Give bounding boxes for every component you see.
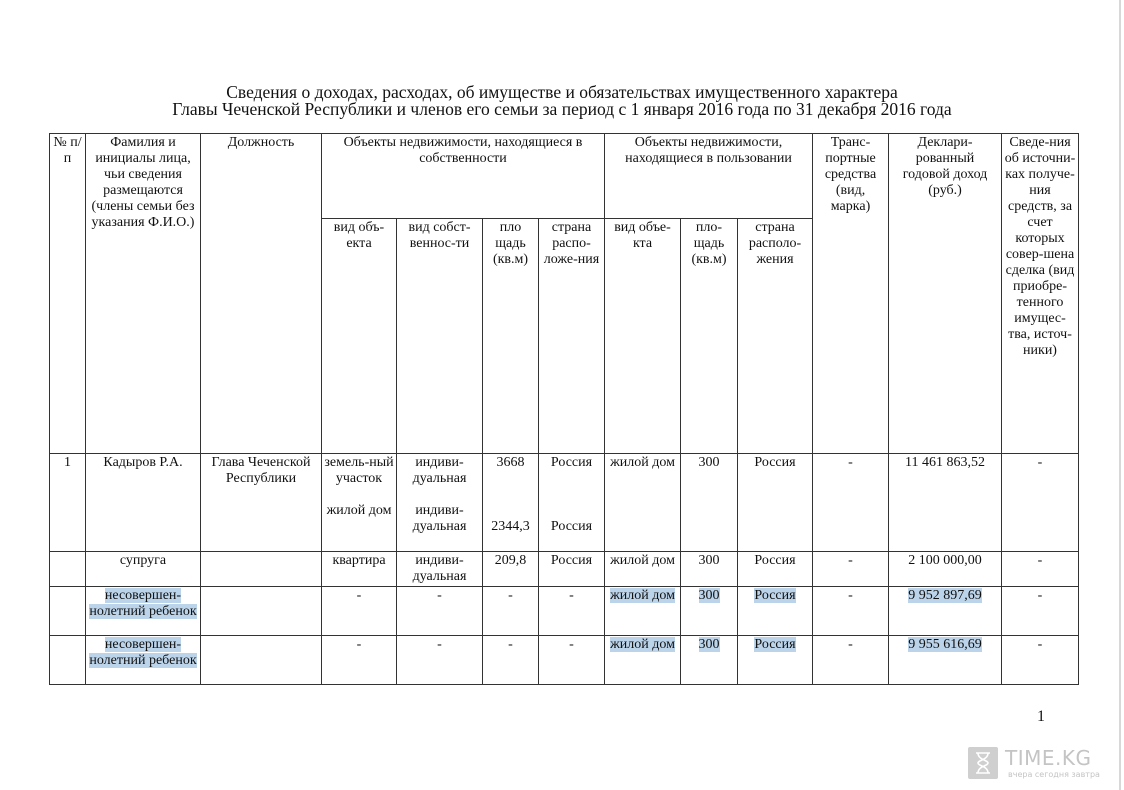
row-num: 1	[50, 454, 86, 552]
used-type-cell	[605, 587, 681, 636]
header-owned-ownership: вид собст-веннос-ти	[397, 219, 483, 454]
header-num: № п/п	[50, 134, 86, 454]
income-cell	[889, 587, 1002, 636]
used-area: 300	[698, 637, 720, 652]
header-income: Деклари-рованный годовой доход (руб.)	[889, 134, 1002, 454]
used-area: 300	[681, 552, 738, 587]
used-country: Россия	[738, 454, 813, 552]
header-used-area: пло-щадь (кв.м)	[681, 219, 738, 454]
header-name: Фамилия и инициалы лица, чьи сведения размещаются (члены семьи без указания Ф.И.О.)	[86, 134, 201, 454]
row-name: супруга	[86, 552, 201, 587]
ownership-cell	[397, 454, 483, 552]
area-cell	[483, 454, 539, 552]
country: -	[539, 587, 605, 636]
row-name: Кадыров Р.А.	[86, 454, 201, 552]
header-position: Должность	[201, 134, 322, 454]
used-country-cell	[738, 587, 813, 636]
country-cell	[539, 454, 605, 552]
used-type: жилой дом	[610, 588, 675, 603]
used-type: жилой дом	[605, 454, 681, 552]
transport: -	[813, 636, 889, 685]
used-type: жилой дом	[610, 637, 675, 652]
row-name-cell	[86, 587, 201, 636]
ownership: -	[397, 587, 483, 636]
header-transport: Транс-портные средства (вид, марка)	[813, 134, 889, 454]
used-country: Россия	[738, 552, 813, 587]
income: 9 955 616,69	[908, 637, 982, 652]
table-row	[50, 552, 1079, 587]
area-2: 2344,3	[491, 519, 530, 534]
watermark-name: TIME.KG	[1005, 746, 1092, 770]
row-num	[50, 587, 86, 636]
area-1: 3668	[496, 455, 525, 470]
row-position	[201, 552, 322, 587]
used-type-cell	[605, 636, 681, 685]
used-area: 300	[681, 454, 738, 552]
area: 209,8	[483, 552, 539, 587]
used-area-cell	[681, 587, 738, 636]
watermark	[968, 746, 1108, 782]
source: -	[1002, 587, 1079, 636]
header-owned-type: вид объ-екта	[322, 219, 397, 454]
row-name-cell	[86, 636, 201, 685]
income: 2 100 000,00	[889, 552, 1002, 587]
table-row	[50, 454, 1079, 552]
ownership-2: индиви-дуальная	[412, 503, 467, 534]
table-row	[50, 587, 1079, 636]
transport: -	[813, 552, 889, 587]
ownership: -	[397, 636, 483, 685]
row-num	[50, 636, 86, 685]
country: -	[539, 636, 605, 685]
owned-type-cell	[322, 454, 397, 552]
hourglass-icon	[975, 752, 991, 774]
header-owned-property: Объекты недвижимости, находящиеся в собственности	[322, 134, 605, 219]
row-position: Глава Чеченской Республики	[201, 454, 322, 552]
owned-type-1: земель-ный участок	[324, 455, 394, 486]
row-position	[201, 587, 322, 636]
used-area-cell	[681, 636, 738, 685]
source: -	[1002, 636, 1079, 685]
watermark-tagline: вчера сегодня завтра	[1008, 770, 1100, 779]
income-cell	[889, 636, 1002, 685]
owned-type: -	[322, 587, 397, 636]
row-position	[201, 636, 322, 685]
row-num	[50, 552, 86, 587]
country-2: Россия	[550, 519, 593, 534]
document-title-line-2: Главы Чеченской Республики и членов его семьи за период с 1 января 2016 года по 31 декабря 2016 года	[172, 99, 952, 119]
header-row-1	[50, 134, 1079, 219]
source: -	[1002, 552, 1079, 587]
income: 11 461 863,52	[889, 454, 1002, 552]
header-owned-country: страна распо-ложе-ния	[539, 219, 605, 454]
transport: -	[813, 454, 889, 552]
used-country: Россия	[754, 588, 796, 603]
header-used-country: страна располо-жения	[738, 219, 813, 454]
page-number: 1	[1037, 708, 1045, 725]
country: Россия	[539, 552, 605, 587]
used-type: жилой дом	[605, 552, 681, 587]
header-used-property: Объекты недвижимости, находящиеся в пользовании	[605, 134, 813, 219]
area: -	[483, 587, 539, 636]
document-title-line-1: Сведения о доходах, расходах, об имуществе и обязательствах имущественного характера	[226, 82, 898, 102]
used-area: 300	[698, 588, 720, 603]
income: 9 952 897,69	[908, 588, 982, 603]
header-source: Сведе-ния об источни-ках получе-ния средств, за счет которых совер-шена сделка (вид приобре-тенного имущес-тва, источ-ники)	[1002, 134, 1079, 454]
country-1: Россия	[550, 455, 593, 470]
watermark-logo	[968, 747, 998, 779]
owned-type: квартира	[322, 552, 397, 587]
row-name: несовершен-нолетний ребенок	[89, 588, 197, 619]
used-country-cell	[738, 636, 813, 685]
declaration-table	[49, 133, 1079, 685]
row-name: несовершен-нолетний ребенок	[89, 637, 197, 668]
source: -	[1002, 454, 1079, 552]
owned-type: -	[322, 636, 397, 685]
used-country: Россия	[754, 637, 796, 652]
area: -	[483, 636, 539, 685]
owned-type-2: жилой дом	[326, 503, 392, 518]
ownership-1: индиви-дуальная	[412, 455, 467, 486]
transport: -	[813, 587, 889, 636]
ownership: индиви-дуальная	[397, 552, 483, 587]
header-used-type: вид объе-кта	[605, 219, 681, 454]
table-row	[50, 636, 1079, 685]
header-owned-area: пло щадь (кв.м)	[483, 219, 539, 454]
